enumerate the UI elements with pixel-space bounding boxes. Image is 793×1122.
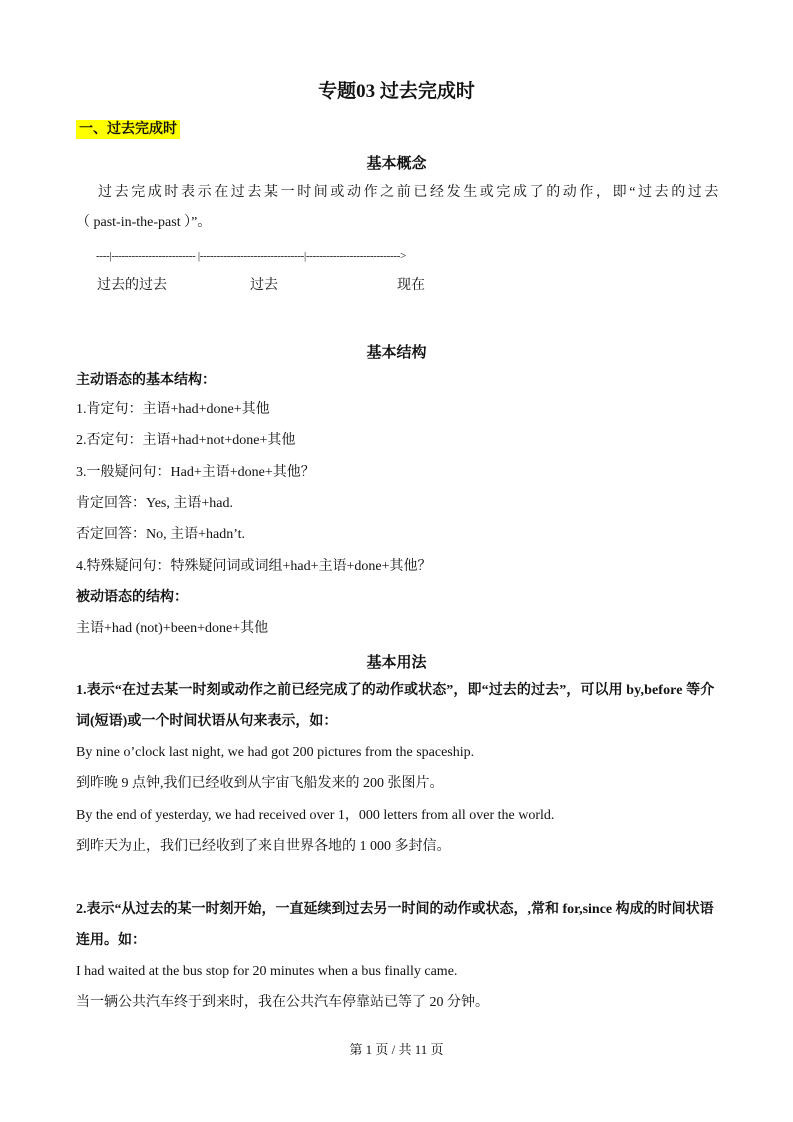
usage1-text-cont: 词(短语)或一个时间状语从句来表示，如： <box>76 714 338 729</box>
timeline-label: 现在 <box>397 278 425 293</box>
example: By the end of yesterday, we had received over 1，000 letters from all over the world. <box>76 808 555 823</box>
page-footer: 第 1 页 / 共 11 页 <box>349 1042 444 1057</box>
example: 到昨晚 9 点钟,我们已经收到从宇宙飞船发来的 200 张图片。 <box>76 776 444 791</box>
structure-line: 2.否定句：主语+had+not+done+其他 <box>76 433 296 448</box>
example: By nine o’clock last night, we had got 200 pictures from the spaceship. <box>76 745 475 760</box>
structure-line: 肯定回答：Yes, 主语+had. <box>76 496 233 511</box>
usage-heading: 基本用法 <box>366 655 427 671</box>
usage2-text-cont: 连用。如： <box>76 933 146 948</box>
example: 到昨天为止，我们已经收到了来自世界各地的 1 000 多封信。 <box>76 839 451 854</box>
timeline-label: 过去的过去 <box>97 278 167 293</box>
usage2-text: 2.表示“从过去的某一时刻开始，一直延续到过去另一时间的动作或状态，,常和 for,since 构成的时间状语 <box>76 902 714 917</box>
timeline: ----|------------------------- |-------------------------------|----------------------------> <box>96 250 407 262</box>
timeline-label: 过去 <box>250 278 278 293</box>
concept-para: 过去完成时表示在过去某一时间或动作之前已经发生或完成了的动作，即“过去的过去 <box>98 185 722 200</box>
structure-line: 否定回答：No, 主语+hadn’t. <box>76 527 246 542</box>
structure-line: 1.肯定句：主语+had+done+其他 <box>76 402 270 417</box>
structure-line: 4.特殊疑问句：特殊疑问词或词组+had+主语+done+其他？ <box>76 559 432 574</box>
page-title: 专题03 过去完成时 <box>318 81 475 102</box>
example: 当一辆公共汽车终于到来时，我在公共汽车停靠站已等了 20 分钟。 <box>76 995 489 1010</box>
example: I had waited at the bus stop for 20 minutes when a bus finally came. <box>76 964 458 979</box>
concept-para-cont: （ past-in-the-past ）”。 <box>76 215 212 230</box>
passive-heading: 被动语态的结构： <box>76 590 188 605</box>
section-heading: 一、过去完成时 <box>76 120 180 139</box>
passive-line: 主语+had (not)+been+done+其他 <box>76 621 269 636</box>
structure-heading: 基本结构 <box>366 345 427 361</box>
active-heading: 主动语态的基本结构： <box>76 373 216 388</box>
structure-line: 3.一般疑问句：Had+主语+done+其他？ <box>76 465 315 480</box>
usage1-text: 1.表示“在过去某一时刻或动作之前已经完成了的动作或状态”，即“过去的过去”，可以用 by,before 等介 <box>76 683 715 698</box>
concept-heading: 基本概念 <box>366 156 427 172</box>
